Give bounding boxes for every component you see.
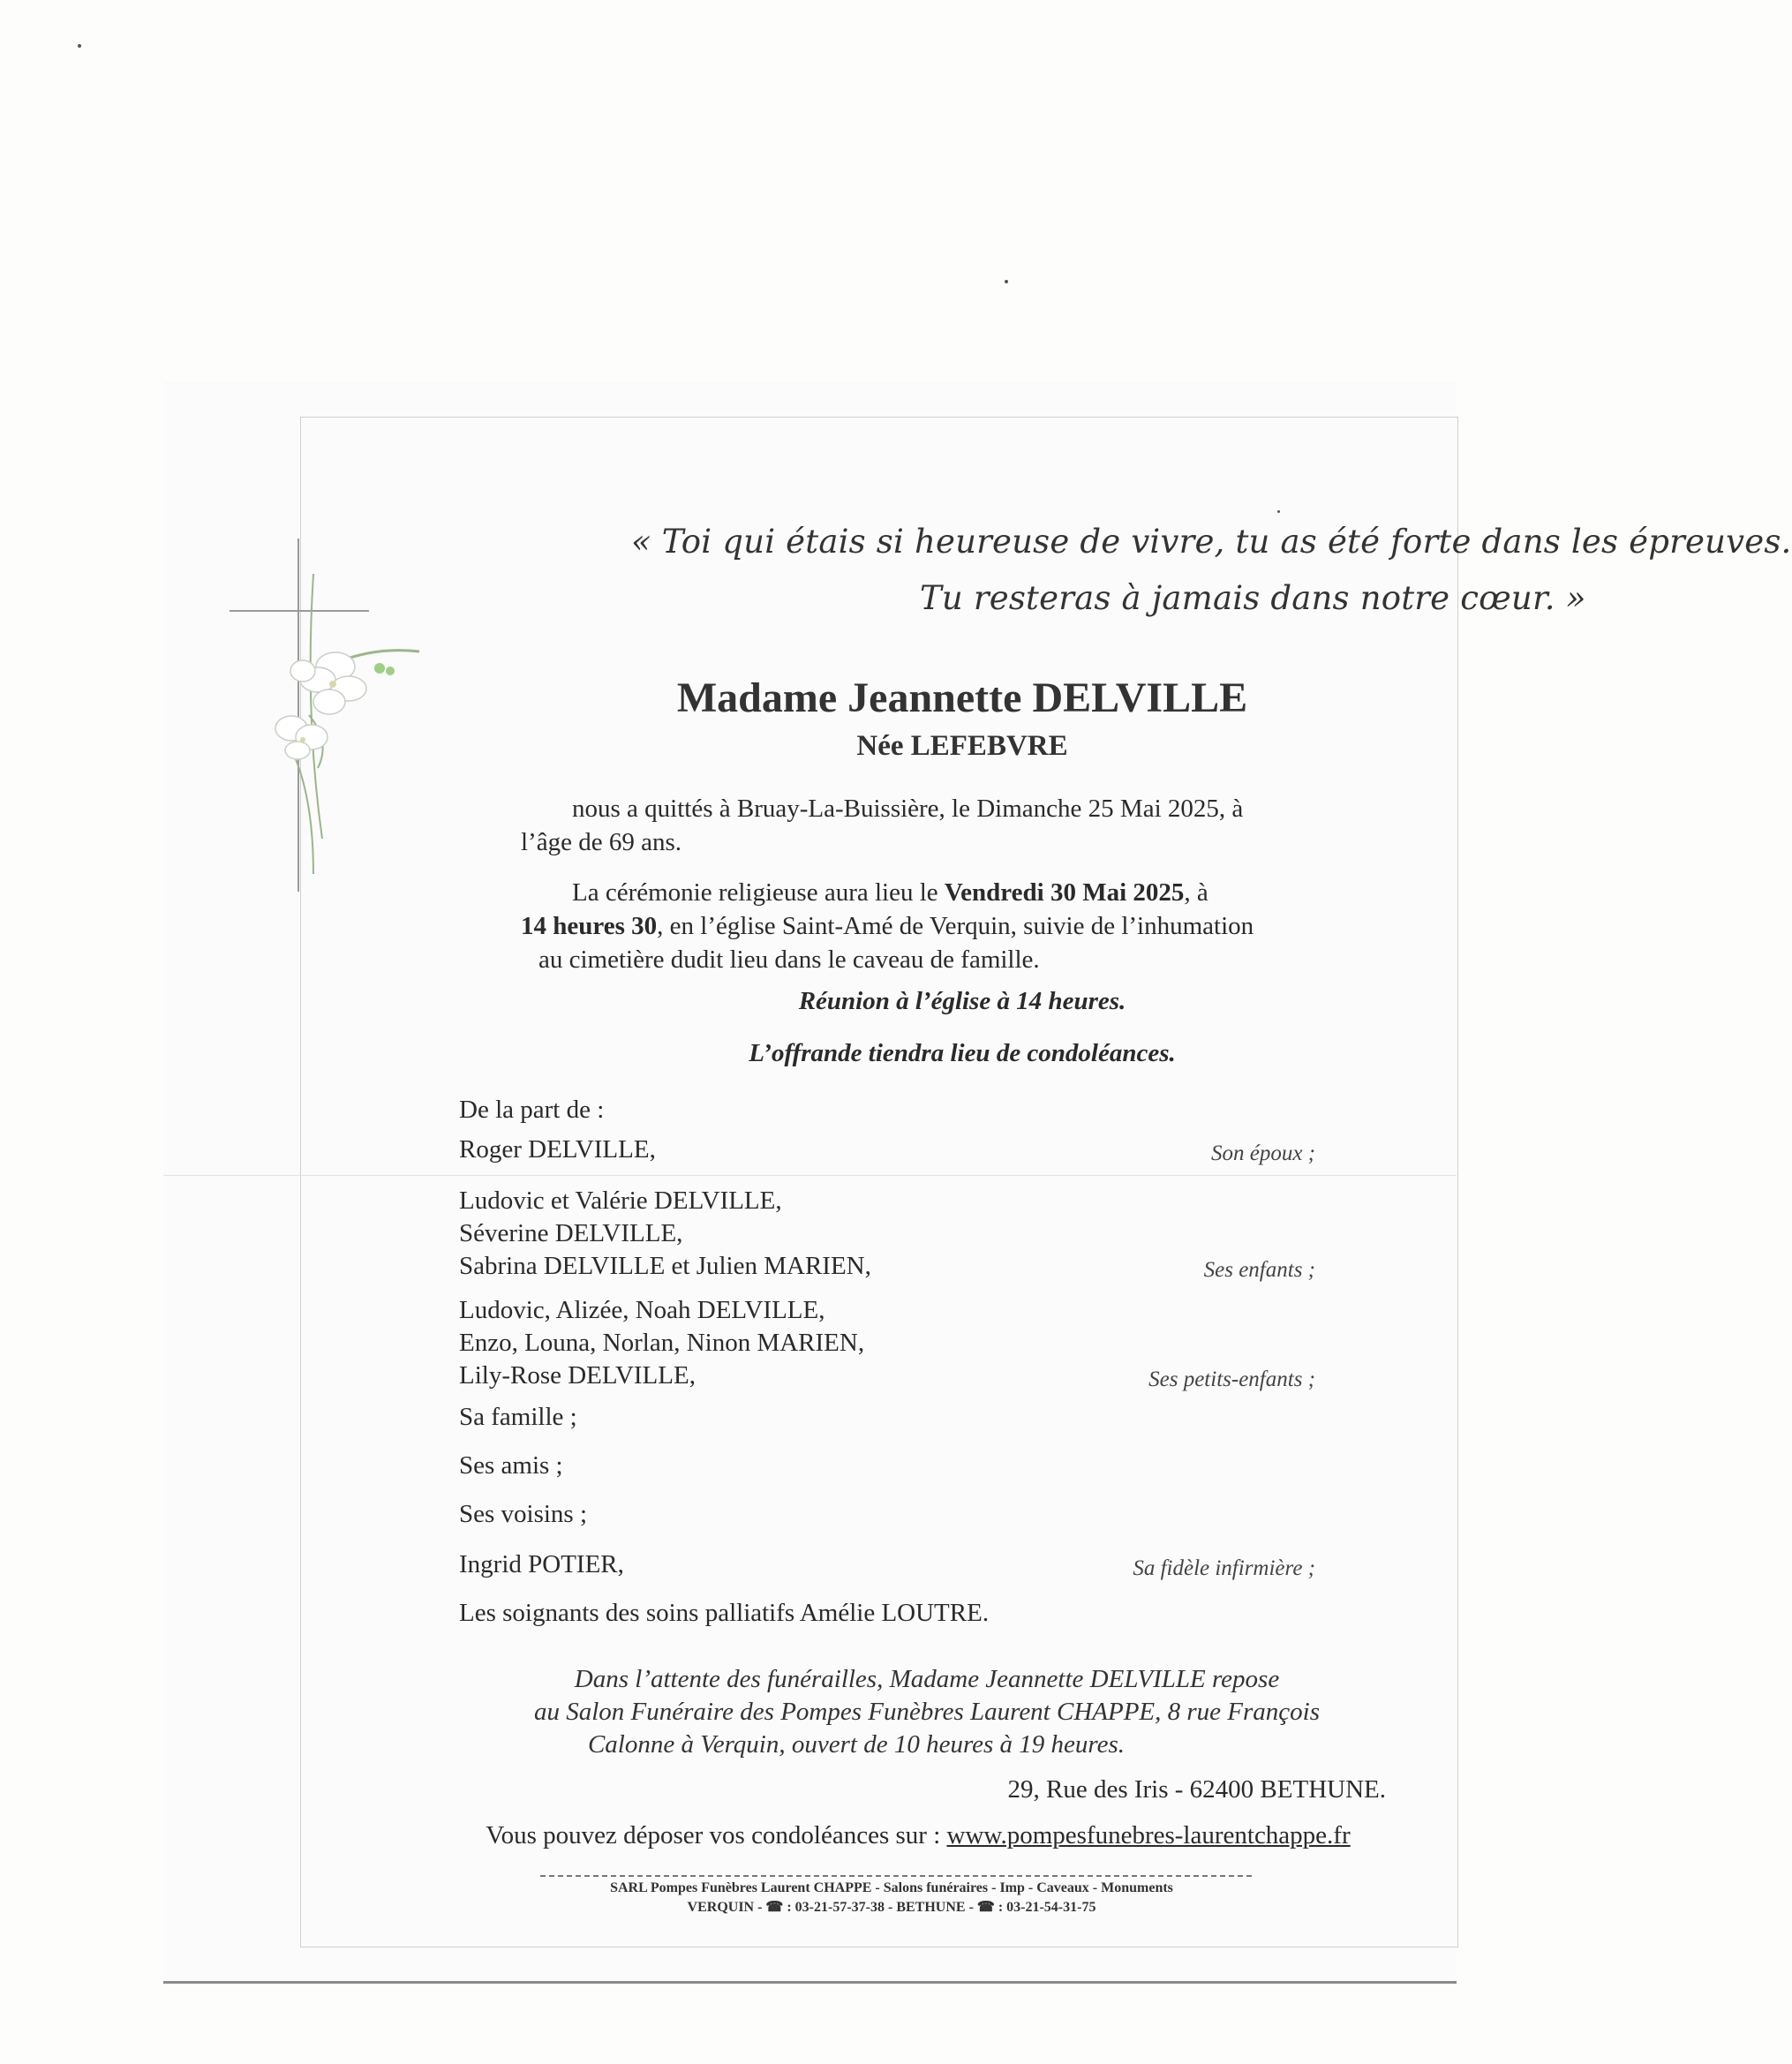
condolences-link[interactable]: www.pompesfunebres-laurentchappe.fr <box>946 1821 1351 1849</box>
fold-line <box>163 1175 1457 1176</box>
ceremony-text: La cérémonie religieuse aura lieu le <box>572 878 945 907</box>
announcement-line-2: l’âge de 69 ans. <box>521 828 681 856</box>
cross-with-orchid-icon <box>225 539 428 909</box>
quote-line-2: Tu resteras à jamais dans notre cœur. » <box>920 579 1586 617</box>
grandchildren-group <box>459 1294 1386 1392</box>
death-announcement <box>521 792 1271 859</box>
address: 29, Rue des Iris - 62400 BETHUNE. <box>1007 1775 1386 1804</box>
relationship-label: Ses petits-enfants ; <box>1148 1367 1315 1391</box>
children-group <box>459 1185 1386 1283</box>
family-name: Lily-Rose DELVILLE, <box>459 1361 696 1390</box>
scan-speck <box>1277 510 1280 513</box>
ceremony-time: 14 heures 30 <box>521 912 658 940</box>
ceremony-line-2 <box>521 909 1271 943</box>
family-name: Ludovic, Alizée, Noah DELVILLE, <box>459 1296 825 1324</box>
ceremony-text: , à <box>1184 878 1208 907</box>
family-line: Sa famille ; <box>459 1403 577 1431</box>
maiden-name: Née LEFEBVRE <box>856 730 1068 762</box>
ceremony-details <box>521 876 1271 976</box>
repose-line-3: Calonne à Verquin, ouvert de 10 heures à 19 heures. <box>587 1730 1126 1759</box>
ceremony-date: Vendredi 30 Mai 2025 <box>944 878 1185 907</box>
ceremony-line-3: au cimetière dudit lieu dans le caveau de famille. <box>538 945 1040 974</box>
condolences-line <box>477 1821 1359 1850</box>
family-name: Ludovic et Valérie DELVILLE, <box>459 1186 782 1215</box>
family-name: Enzo, Louna, Norlan, Ninon MARIEN, <box>459 1329 865 1357</box>
footer-phones: VERQUIN - ☎ : 03-21-57-37-38 - BETHUNE - ☎ : 03-21-54-31-75 <box>687 1900 1096 1915</box>
family-name: Ingrid POTIER, <box>459 1550 624 1578</box>
family-intro: De la part de : <box>459 1096 605 1124</box>
nurse-group <box>459 1548 1386 1581</box>
ceremony-text: , en l’église Saint-Amé de Verquin, suivie de l’inhumation <box>657 912 1254 940</box>
spouse-group <box>459 1134 1386 1166</box>
announcement-line-1: nous a quittés à Bruay-La-Buissière, le Dimanche 25 Mai 2025, à <box>572 795 1244 823</box>
repose-info <box>486 1663 1368 1761</box>
family-name: Roger DELVILLE, <box>459 1135 656 1164</box>
family-name: Sabrina DELVILLE et Julien MARIEN, <box>459 1252 871 1280</box>
relationship-label: Sa fidèle infirmière ; <box>1133 1556 1315 1580</box>
neighbours-line: Ses voisins ; <box>459 1500 588 1528</box>
quote-line-1: « Toi qui étais si heureuse de vivre, tu as été forte dans les épreuves. <box>631 523 1792 561</box>
deceased-name: Madame Jeannette DELVILLE <box>676 674 1248 721</box>
relationship-label: Ses enfants ; <box>1203 1258 1315 1282</box>
offering-note: L’offrande tiendra lieu de condoléances. <box>749 1039 1176 1067</box>
repose-line-1: Dans l’attente des funérailles, Madame Jeannette DELVILLE repose <box>574 1665 1280 1693</box>
meeting-note: Réunion à l’église à 14 heures. <box>798 987 1126 1015</box>
relationship-label: Son époux ; <box>1210 1141 1315 1165</box>
condolences-text: Vous pouvez déposer vos condoléances sur : <box>486 1821 947 1849</box>
family-name: Séverine DELVILLE, <box>459 1219 683 1247</box>
friends-line: Ses amis ; <box>459 1451 563 1480</box>
scan-speck <box>78 44 81 48</box>
ceremony-line-1 <box>521 876 1271 909</box>
caregivers-line: Les soignants des soins palliatifs Amélie LOUTRE. <box>459 1599 990 1627</box>
footer-company: SARL Pompes Funèbres Laurent CHAPPE - Salons funéraires - Imp - Caveaux - Monuments <box>610 1880 1173 1895</box>
repose-line-2: au Salon Funéraire des Pompes Funèbres Laurent CHAPPE, 8 rue François <box>533 1698 1321 1726</box>
scan-speck <box>1005 280 1008 283</box>
footer-divider <box>540 1875 1252 1877</box>
